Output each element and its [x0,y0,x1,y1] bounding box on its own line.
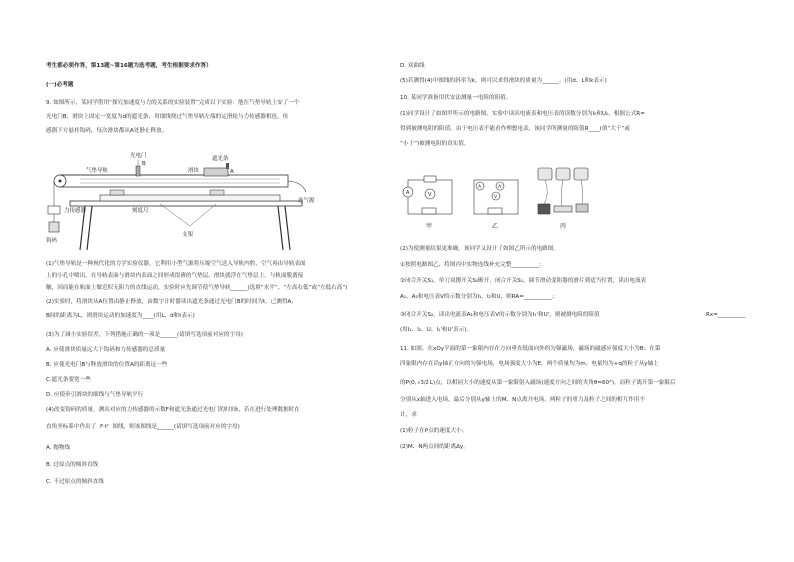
q10-part1: 得到被测电阻的阻值。由于电压表不能看作理想电表，该同学所测量的阻值R____(填“大于”或 [400,126,631,132]
q10-step1: ①按照电路图乙，将图丙中实物连线补充完整__________; [400,262,542,268]
label-circuit-yi: 乙 [492,223,499,230]
q11-text: 四象限内存在沿y轴正方向的匀强电场，电场强度大小为E。两个质量均为m、电量均为+q的粒子从y轴上 [400,361,659,367]
q9-line: 光电门B，滑块上固定一宽度为d的遮光条，用细线绕过气垫导轨左端的定滑轮与力传感器相连，传 [46,114,289,120]
circuit-figures [400,164,600,236]
label-a: A [230,169,234,175]
q9-choice-b: B. 过原点的倾斜直线 [46,462,99,468]
q9-part1: 上的小孔中喷出，在导轨表面与滑块内表面之间形成很薄的气垫层。滑块就浮在气垫层上，与轨面脱离接 [46,273,304,279]
q9-option-d: D. 应使牵引滑块的细线与气垫导轨平行 [46,392,144,398]
q9-line: 9. 如图所示，某同学借用“探究加速度与力的关系的实验装置”完成以下实验：他在气垫导轨上安了一个 [46,100,300,106]
q10-part1: (1)同学设计了如图甲所示的电路图，实验中读出电流表和电压表的读数分别为I₀和U₀，根据公式R= [400,111,645,117]
q10-step2: A₁、A₂和电压表V的示数分别为I₁、I₂和U，则RA=__________； [400,294,558,300]
svg-text:V: V [494,195,498,200]
q10-title: 10. 某同学准备用伏安法测量一电阻的阻值。 [400,95,512,101]
q10-step3: ③闭合开关S₂，读出电流表A₁和电压表V的示数分别为I₁'和U'，则被测电阻的阻值 [400,312,600,318]
label-hook-weight: 钩码 [46,238,58,244]
formula-fraction: F·t² [100,424,109,430]
label-support: 支架 [182,232,194,238]
q11-part2: (2)M、N两点间的距离Δy。 [400,444,469,450]
q9-line: 感器下方悬挂钩码，每次滑块都从A处静止释放。 [46,128,168,134]
sqrt3-over-2: √3/2 [417,380,429,386]
label-slider: 滑块 [188,168,200,174]
q9-part4: 直角坐标系中作出了 F·t² 图线，则该图线是______(请填写选项前对应的字母) [46,424,240,430]
label-circuit-jia: 甲 [426,223,433,230]
q11-title: 11. 如图，在xOy平面的第一象限内存在方向垂直纸面向外的匀强磁场，磁场的磁感应强度大小为B；在第 [400,346,661,352]
svg-text:A: A [478,185,482,190]
q9-part5: (5)若测得(4)中图线的斜率为k，则可以求得滑块的质量为______。(用d、L和k表示) [400,78,607,84]
q9-part2: (2)实验时，将滑块从A位置由静止释放，由数字计时器读出遮光条通过光电门B的时间为t，已测得A、 [46,299,297,305]
q9-part1: 触，因而能在轨面上做近似无阻力的直线运动，实验时应先调节使气垫导轨______(选填“水平”、“左高右低”或“左低右高”) [46,285,348,291]
label-air-track: 气垫导轨 [86,168,109,174]
q10-rx-formula: Rx=__________ [706,312,746,318]
q10-part2: (2)为使测量结果更准确，该同学又设计了如图乙所示的电路图。 [400,246,559,252]
q9-option-b: B. 应使光电门B与释放滑块的位置A的距离远一些 [46,362,168,368]
label-ruler: 刻度尺 [132,208,149,214]
q9-option-a: A. 应使滑块质量远大于钩码和力传感器的总质量 [46,347,166,353]
label-force-sensor: 力传感器 [64,208,87,214]
q9-choice-c: C. 不过原点的倾斜直线 [46,479,104,485]
q10-part1: “小于”)被测电阻的真实值。 [400,141,470,147]
svg-text:A: A [406,190,410,196]
label-circuit-bing: 丙 [560,223,567,230]
q9-part3: (3)为了减小实验误差，下列措施正确的一项是______(请填写选项前对应的字母) [46,332,243,338]
svg-text:A: A [498,185,502,190]
label-b: B [142,161,146,167]
q11-text: 分别从x轴进入电场，最后分别从y轴上的M、N点离开电场。两粒子的重力及粒子之间的相互作用不 [400,397,645,403]
label-shading-strip: 遮光条 [212,156,229,162]
air-track-figure [40,146,360,252]
q11-text: 计，求 [400,412,417,418]
q9-part1: (1)气垫导轨是一种现代化的力学实验仪器。它利用小型气源将压缩空气送入导轨内腔，空气再由导轨表面 [46,261,306,267]
q10-step2: ②闭合开关S₁，单刀双掷开关S₂断开，闭合开关S₁，调节滑动变阻器的滑片到适当位置，读出电流表 [400,278,647,284]
svg-text:V: V [428,192,432,198]
q9-part2: B间的距离为L，则滑块运动的加速度为____(用L、d和t表示) [46,313,195,319]
q9-part4: (4)改变钩码的质量，测出对应的力传感器的示数F和遮光条通过光电门的时间t，若在进行处理数据时在 [46,407,300,413]
q9-choice-a: A. 抛物线 [46,445,71,451]
label-photogate: 光电门 [130,153,147,159]
label-air-source: 连气源 [298,198,315,204]
q11-part1: (1)粒子在P点的速度大小； [400,428,468,434]
section-heading: (一)必考题 [46,82,74,88]
exam-instruction: 考生都必须作答，第13题~第16题为选考题，考生根据要求作答） [46,63,212,69]
q9-choice-d: D. 双曲线 [400,63,425,69]
q9-option-c: C.遮光条要宽一些 [46,377,91,383]
q11-text: 的P(0,√3/2L)点，以相同大小的速度从第一象限射入磁场(速度方向之间的夹角θ=60°)，而粒子离开第一象限后 [400,380,676,386]
q10-step3: (用I₁、I₂、U、I₁'和U'表示)。 [400,327,473,333]
